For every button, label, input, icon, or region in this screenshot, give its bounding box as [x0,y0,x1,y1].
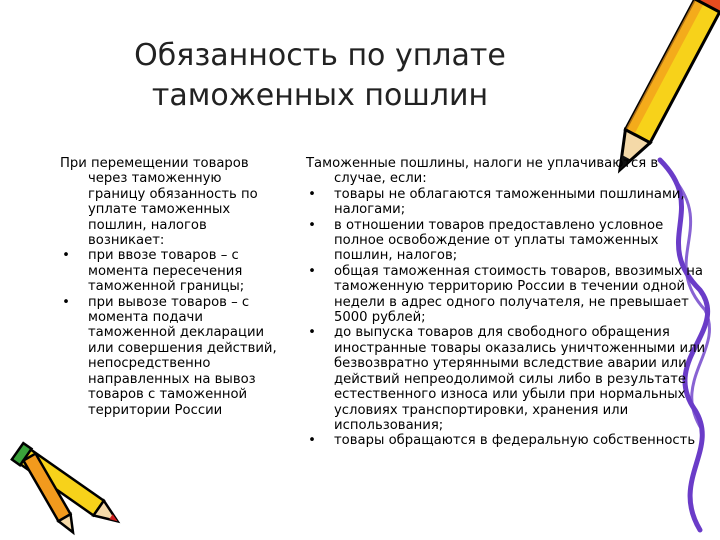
list-item [60,248,282,294]
right-intro: Таможенные пошлины, налоги не уплачиваются в случае, если: [306,156,659,187]
bullet-mark: • [62,294,70,310]
list-item [306,187,706,218]
list-item-text: при вывозе товаров – с момента подачи таможенной декларации или совершения действий, непосредственно направленных на вывоз товаров с таможенной территории России [88,294,277,418]
list-item [306,325,706,433]
list-item-text: при ввозе товаров – с момента пересечения таможенной границы; [88,248,245,295]
bullet-mark: • [62,248,70,264]
bullet-mark: • [308,433,316,449]
left-column [60,156,282,418]
list-item [306,433,706,448]
list-item-text: общая таможенная стоимость товаров, ввозимых на таможенную территорию России в течении одной недели в адрес одного получателя, не превышает 5000 рублей; [334,263,703,326]
list-item-text: товары не облагаются таможенными пошлинами, налогами; [334,186,685,218]
list-item [306,218,706,264]
right-column [306,156,706,449]
pencil-icon [0,436,140,540]
bullet-mark: • [308,217,316,233]
bullet-mark: • [308,263,316,279]
slide-title [120,36,520,116]
list-item-text: в отношении товаров предоставлено условное полное освобождение от уплаты таможенных пошлин, налогов; [334,217,664,264]
title-line-1: Обязанность по уплате [134,38,506,73]
list-item [60,295,282,418]
list-item-text: товары обращаются в федеральную собственность [334,433,696,449]
title-line-2: таможенных пошлин [151,78,489,113]
list-item [306,264,706,326]
list-item-text: до выпуска товаров для свободного обращения иностранные товары оказались уничтоженными или безвозвратно утерянными вследствие аварии или действий непреодолимой силы либо в результате естественного износа или убыли при нормальных условиях транспортировки, хранения или использования; [334,325,706,433]
bullet-mark: • [308,186,316,202]
left-intro: При перемещении товаров через таможенную границу обязанность по уплате таможенных пошлин, налогов возникает: [60,156,258,249]
bullet-mark: • [308,325,316,341]
